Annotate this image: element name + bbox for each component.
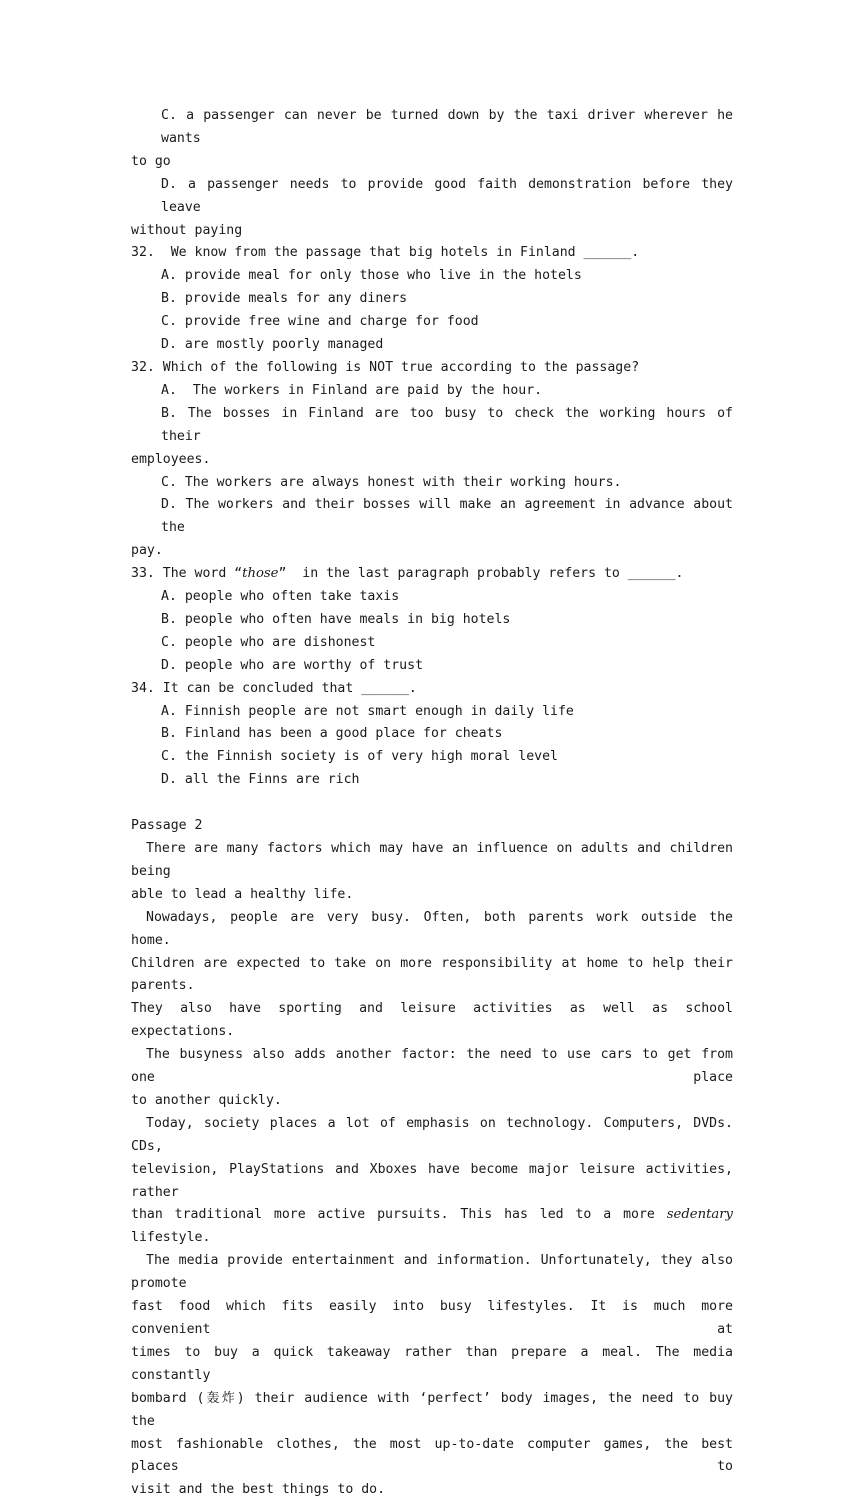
option-32b-d-line2: pay. [131,543,163,559]
passage-2-p5-line2: fast food which fits easily into busy lifestyles. It is much more convenient at [131,1299,733,1338]
passage-2-p3-line1: The busyness also adds another factor: the need to use cars to get from one place [131,1047,733,1086]
option-32b-b-line1: B. The bosses in Finland are too busy to check the working hours of their [161,405,733,444]
question-34-stem: 34. It can be concluded that ______. [131,680,417,696]
passage-2-p2-line1: Nowadays, people are very busy. Often, both parents work outside the home. [131,909,733,948]
option-31c-line2: to go [131,153,171,169]
passage-2-p5-line3: times to buy a quick takeaway rather than prepare a meal. The media constantly [131,1344,733,1383]
question-32a-stem: 32. We know from the passage that big hotels in Finland ______. [131,245,640,261]
passage-2-p4-line3 [131,1204,733,1250]
question-33-keyword: those [242,566,279,582]
passage-2-p5-line4: bombard (轰炸) their audience with ‘perfect’ body images, the need to buy the [131,1390,733,1429]
option-34-b: B. Finland has been a good place for cheats [161,726,503,742]
option-31c-line1: C. a passenger can never be turned down by the taxi driver wherever he wants [161,108,733,146]
option-34-c: C. the Finnish society is of very high moral level [161,749,558,765]
option-33-c: C. people who are dishonest [161,634,376,650]
passage-2-p5-line6: visit and the best things to do. [131,1482,386,1498]
option-32a-b: B. provide meals for any diners [161,291,408,307]
option-31d-line1: D. a passenger needs to provide good faith demonstration before they leave [161,176,733,215]
option-32a-c: C. provide free wine and charge for food [161,314,479,330]
option-34-d: D. all the Finns are rich [161,772,360,788]
option-33-a: A. people who often take taxis [161,589,400,605]
option-33-d: D. people who are worthy of trust [161,657,424,673]
option-32b-a: A. The workers in Finland are paid by the hour. [161,382,543,398]
passage-2-p5-line1: The media provide entertainment and information. Unfortunately, they also promote [131,1253,733,1292]
passage-2-p1-line1: There are many factors which may have an influence on adults and children being [131,840,733,879]
option-32b-d-line1: D. The workers and their bosses will make an agreement in advance about the [161,497,733,536]
passage-2-p2-line2: Children are expected to take on more responsibility at home to help their parents. [131,955,733,994]
option-32a-d: D. are mostly poorly managed [161,337,384,353]
option-32b-b-line2: employees. [131,451,211,467]
question-33-stem [131,563,733,586]
passage-2-p4-line3-post: lifestyle. [131,1230,211,1246]
passage-2-p3-line2: to another quickly. [131,1092,282,1108]
passage-2-title: Passage 2 [131,818,203,834]
question-32b-stem: 32. Which of the following is NOT true according to the passage? [131,359,640,375]
passage-2-p4-line2: television, PlayStations and Xboxes have become major leisure activities, rather [131,1161,733,1200]
passage-2-keyword-sedentary: sedentary [666,1207,733,1223]
question-33-stem-post: ” in the last paragraph probably refers to ______. [278,566,684,582]
option-33-b: B. people who often have meals in big hotels [161,611,511,627]
passage-2-p1-line2: able to lead a healthy life. [131,886,354,902]
option-32a-a: A. provide meal for only those who live in the hotels [161,268,582,284]
option-31d-line2: without paying [131,222,243,238]
passage-2-p4-line1: Today, society places a lot of emphasis on technology. Computers, DVDs. CDs, [131,1115,733,1154]
document-page [131,105,733,1502]
section-spacer [131,792,733,815]
passage-2-p5-line5: most fashionable clothes, the most up-to-date computer games, the best places to [131,1436,733,1475]
option-32b-c: C. The workers are always honest with their working hours. [161,474,622,490]
passage-2-p2-line3: They also have sporting and leisure activities as well as school expectations. [131,1001,733,1040]
question-33-stem-pre: 33. The word “ [131,566,243,582]
passage-2-p4-line3-pre: than traditional more active pursuits. This has led to a more [131,1207,667,1223]
option-34-a: A. Finnish people are not smart enough in daily life [161,703,574,719]
